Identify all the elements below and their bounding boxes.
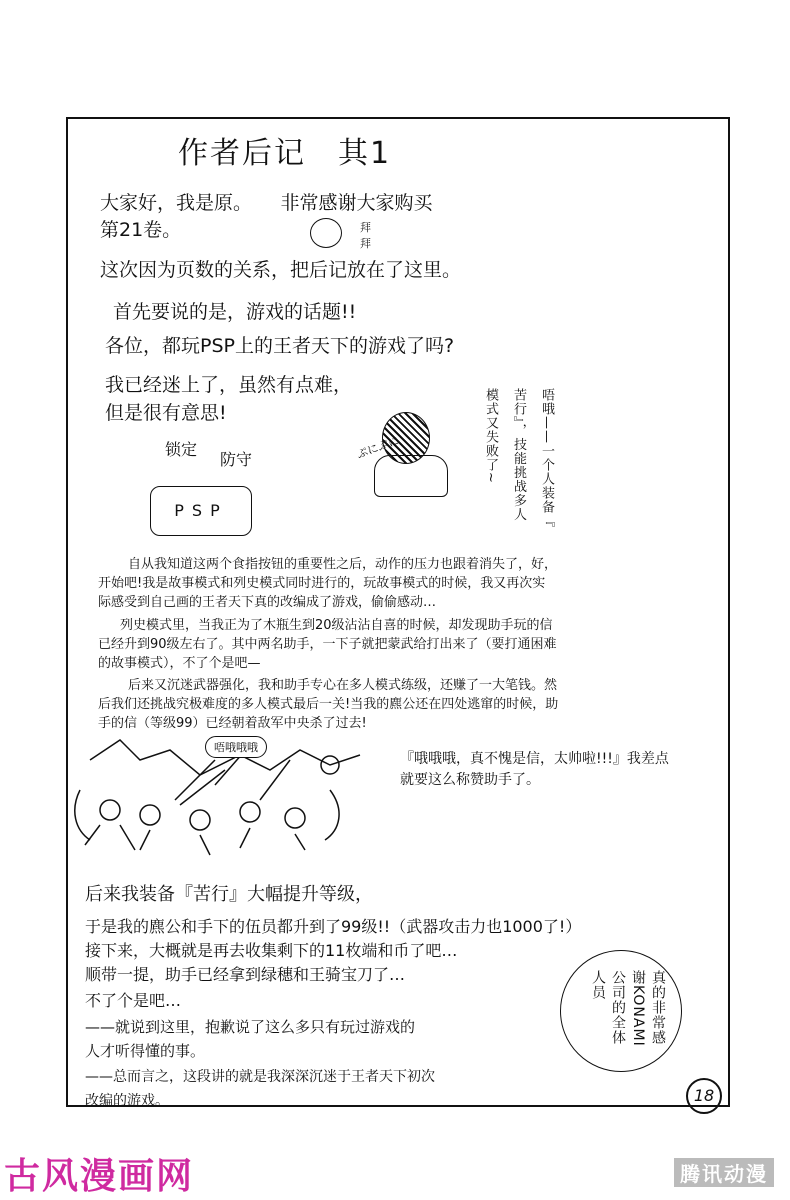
paragraph-line-8: 后我们还挑战究极难度的多人模式最后一关!当我的麃公还在四处逃窜的时候，助 xyxy=(98,697,559,712)
closing-line-2: 于是我的麃公和手下的伍员都升到了99级!!（武器攻击力也1000了!） xyxy=(85,917,582,936)
closing-line-1: 后来我装备『苦行』大幅提升等级， xyxy=(85,884,373,905)
thanks-col-4: 人员 xyxy=(590,970,606,1000)
game-intro-4: 但是很有意思! xyxy=(105,402,227,424)
quote-line-2: 就要这么称赞助手了。 xyxy=(400,772,540,788)
closing-line-8: ——总而言之，这段讲的就是我深深沉迷于王者天下初次 xyxy=(85,1069,435,1085)
paragraph-line-9: 手的信（等级99）已经朝着敌军中央杀了过去! xyxy=(98,716,367,731)
closing-line-7: 人才听得懂的事。 xyxy=(85,1042,206,1060)
bow-sfx-1: 拜 xyxy=(360,221,371,234)
vertical-note-col-2: 苦行』，技能挑战多人 xyxy=(511,388,526,522)
thanks-col-2: 谢KONAMI xyxy=(630,970,646,1047)
game-intro-1: 首先要说的是，游戏的话题!! xyxy=(113,301,357,323)
thanks-col-1: 真的非常感 xyxy=(650,970,666,1045)
closing-line-3: 接下来，大概就是再去收集剩下的11枚端和币了吧… xyxy=(85,941,458,960)
game-intro-2: 各位，都玩PSP上的王者天下的游戏了吗? xyxy=(105,335,455,357)
paragraph-line-3: 际感受到自己画的王者天下真的改编成了游戏，偷偷感动… xyxy=(98,595,437,610)
game-intro-3: 我已经迷上了，虽然有点难， xyxy=(105,374,353,396)
paragraph-line-2: 开始吧!我是故事模式和列史模式同时进行的，玩故事模式的时候，我又再次实 xyxy=(98,576,546,591)
paragraph-line-4: 列史模式里，当我正为了木瓶生到20级沾沾自喜的时候，却发现助手玩的信 xyxy=(120,618,553,633)
paragraph-line-7: 后来又沉迷武器强化，我和助手专心在多人模式练级，还赚了一大笔钱。然 xyxy=(128,678,558,693)
page-number: 18 xyxy=(686,1078,722,1114)
intro-line-1: 大家好，我是原。 非常感谢大家购买 xyxy=(100,192,433,214)
closing-line-9: 改编的游戏。 xyxy=(85,1093,169,1109)
psp-device-label: PSP xyxy=(174,501,228,520)
tap-sfx: ぷにぷに xyxy=(355,433,401,462)
battle-bubble-text: 唔哦哦哦 xyxy=(214,741,258,754)
paragraph-line-6: 的故事模式），不了个是吧— xyxy=(98,656,261,671)
paragraph-line-1: 自从我知道这两个食指按钮的重要性之后，动作的压力也跟着消失了，好， xyxy=(128,557,558,572)
psp-lock-label: 锁定 xyxy=(165,440,198,459)
battle-speech-bubble xyxy=(205,736,267,758)
quote-line-1: 『哦哦哦，真不愧是信，太帅啦!!!』我差点 xyxy=(400,751,669,767)
intro-line-3: 这次因为页数的关系，把后记放在了这里。 xyxy=(100,259,462,281)
psp-guard-label: 防守 xyxy=(220,450,253,469)
paragraph-line-5: 已经升到90级左右了。其中两名助手，一下子就把蒙武给打出来了（要打通困难 xyxy=(98,637,557,652)
vertical-note-col-1: 唔哦——一个人装备『 xyxy=(539,388,554,528)
closing-line-4: 顺带一提，助手已经拿到绿穗和王骑宝刀了… xyxy=(85,965,406,984)
page-title: 作者后记 其1 xyxy=(178,136,392,171)
intro-line-2: 第21卷。 xyxy=(100,219,182,241)
watermark-left: 古风漫画网 xyxy=(4,1156,195,1197)
closing-line-6: ——就说到这里，抱歉说了这么多只有玩过游戏的 xyxy=(85,1018,416,1036)
thanks-col-3: 公司的全体 xyxy=(610,970,626,1045)
bow-sfx-2: 拜 xyxy=(360,237,371,250)
vertical-note-col-3: 模式又失败了~ xyxy=(483,388,498,484)
watermark-right: 腾讯动漫 xyxy=(674,1158,774,1187)
closing-line-5: 不了个是吧… xyxy=(85,991,182,1010)
